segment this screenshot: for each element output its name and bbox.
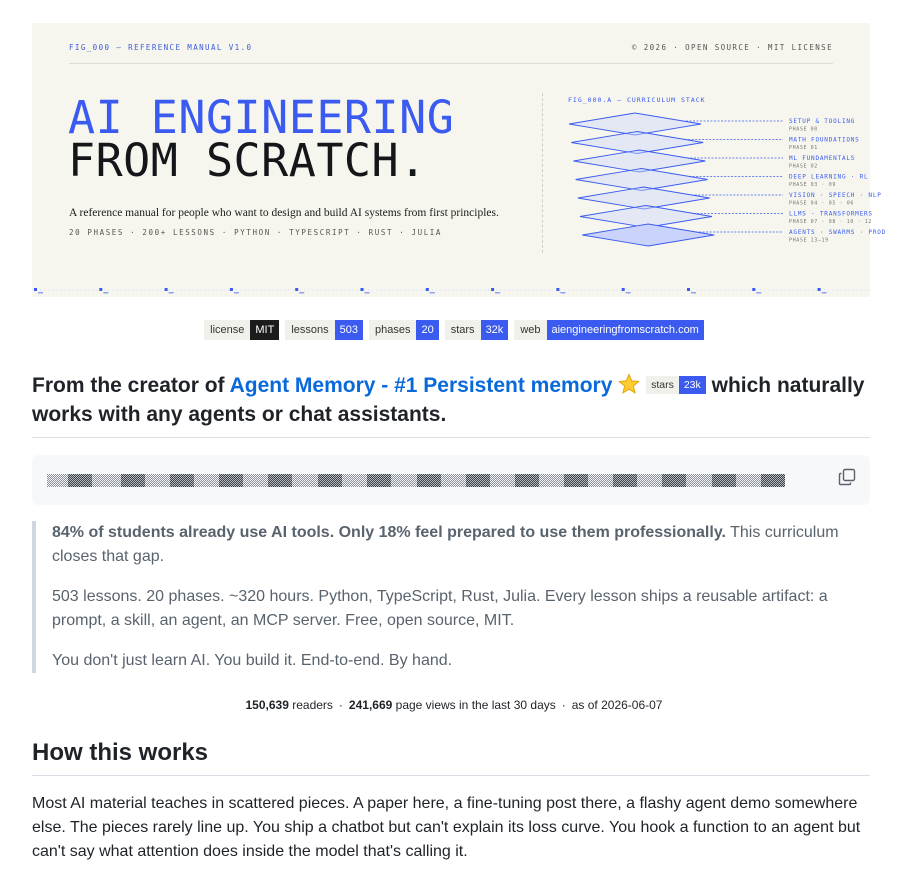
hero-divider [69,63,833,64]
hero-tags: 20 PHASES · 200+ LESSONS · PYTHON · TYPESCRIPT · RUST · JULIA [69,228,443,237]
obscured-code-token [712,474,736,487]
reader-stats: 150,639 readers · 241,669 page views in the last 30 days · as of 2026-06-07 [245,698,663,712]
creator-stars-badge[interactable] [646,376,706,394]
badge-lessons[interactable] [285,320,363,340]
stack-label: FIG_000.A — CURRICULUM STACK [568,96,706,104]
readers-count: 150,639 [245,698,289,712]
creator-suffix: which naturally works with any agents or chat assistants. [32,374,865,426]
stack-layer-name: MATH FOUNDATIONS [789,136,860,144]
hero-header [69,43,833,52]
stack-layer-phase: PHASE 00 [789,126,818,133]
section-heading: How this works [32,739,209,766]
badge-value: MIT [250,320,279,340]
creator-prefix: From the creator of [32,374,230,397]
stack-layer-phase: PHASE 01 [789,145,818,151]
tick-mark [34,288,37,291]
hero-title-line1: AI ENGINEERING [68,91,455,144]
tick-mark-label [430,292,435,294]
badge-phases[interactable] [369,320,439,340]
fig-label: FIG_000 — REFERENCE MANUAL V1.0 [69,43,253,52]
views-count: 241,669 [348,698,393,712]
tick-mark-label [626,292,631,294]
code-block [32,455,870,505]
obscured-code-token [367,474,391,487]
tick-mark [491,288,494,291]
stack-layer-name: VISION · SPEECH · NLP [789,192,882,199]
creator-badge-value: 23k [679,376,706,394]
stack-layer-phase: PHASE 03 · 09 [789,182,836,188]
obscured-code-token [515,474,539,487]
copy-icon[interactable] [838,468,856,486]
stack-layer-phase: PHASE 13–19 [789,237,829,244]
tick-mark [361,288,364,291]
tick-mark [295,288,298,291]
tick-mark [426,288,429,291]
tick-mark-label [234,292,239,294]
intro-blockquote [32,521,870,673]
stats-date: as of 2026-06-07 [571,698,663,712]
creator-badge-key: stars [646,376,679,394]
stack-layer-phase: PHASE 04 · 05 · 06 [789,200,854,207]
badge-stars[interactable] [445,320,509,340]
quote-paragraph-3: You don't just learn AI. You build it. End-to-end. By hand. [52,652,453,669]
tick-mark-label [691,292,696,294]
tick-mark-label [756,292,761,294]
tick-mark [165,288,168,291]
stack-layer-name: SETUP & TOOLING [789,118,856,125]
stack-layer-name: DEEP LEARNING · RL [789,173,869,181]
hero-title-line2: FROM SCRATCH. [68,134,427,187]
obscured-code-token [662,474,686,487]
quote-paragraph-1 [52,521,870,569]
hero-vertical-divider [542,93,543,253]
tick-mark [99,288,102,291]
badge-row [0,320,908,340]
obscured-code-token [466,474,490,487]
obscured-code-token [318,474,342,487]
obscured-code-token [219,474,243,487]
tick-mark-label [365,292,370,294]
tick-mark-label [495,292,500,294]
obscured-code-token [417,474,441,487]
obscured-code-token [613,474,637,487]
badge-key: license [204,320,250,340]
tick-mark-label [299,292,304,294]
tick-mark-label [560,292,565,294]
quote-paragraph-2: 503 lessons. 20 phases. ~320 hours. Python, TypeScript, Rust, Julia. Every lesson ships a reusable artifact: a prompt, a skill, an agent, an MCP server. Free, open source, MIT. [52,588,828,629]
badge-value: 20 [416,320,438,340]
tick-mark [230,288,233,291]
tick-mark-label [38,292,43,294]
tick-mark [752,288,755,291]
views-label: page views in the last 30 days [392,698,556,712]
badge-value: 32k [481,320,509,340]
stack-layer-phase: PHASE 07 · 08 · 10 · 12 [789,219,873,225]
obscured-code-token [170,474,194,487]
stack-layer-phase: PHASE 02 [789,163,818,170]
tick-mark-label [103,292,108,294]
tick-mark [687,288,690,291]
obscured-code-token [761,474,785,487]
agent-memory-link[interactable]: Agent Memory - #1 Persistent memory [229,374,613,397]
tick-mark [556,288,559,291]
tick-mark-label [169,292,174,294]
obscured-code-line [47,474,785,487]
obscured-code-token [564,474,588,487]
curriculum-stack-diagram [557,89,887,279]
quote-rest-text: This curriculum closes that gap. [52,524,839,565]
readers-label: readers [288,698,333,712]
star-icon [618,373,640,395]
stack-layer-name: AGENTS · SWARMS · PROD [789,229,887,236]
badge-key: phases [369,320,416,340]
heading-divider [32,437,870,438]
hero-banner [32,23,887,297]
stack-layer-shape [582,224,714,246]
section-divider [32,775,870,776]
stack-layer-name: LLMS · TRANSFORMERS [789,210,873,218]
badge-key: stars [445,320,481,340]
badge-key: lessons [285,320,334,340]
badge-value: aiengineeringfromscratch.com [547,320,704,340]
badge-web[interactable] [514,320,704,340]
tick-mark [622,288,625,291]
badge-license[interactable] [204,320,279,340]
license-label: © 2026 · OPEN SOURCE · MIT LICENSE [631,43,833,52]
badge-key: web [514,320,546,340]
obscured-code-token [68,474,92,487]
obscured-code-token [121,474,145,487]
hero-tick-strip [32,286,870,297]
obscured-code-token [268,474,292,487]
tick-mark-label [822,292,827,294]
tick-mark [818,288,821,291]
hero-description: A reference manual for people who want to design and build AI systems from first principles. [69,207,499,219]
section-paragraph: Most AI material teaches in scattered pieces. A paper here, a fine-tuning post there, a flashy agent demo somewhere else. The pieces rarely line up. You ship a chatbot but can't explain its loss curve. You hook a function to an agent but can't say what attention does inside the model that's calling it. [32,795,861,860]
badge-value: 503 [335,320,363,340]
creator-heading [32,371,870,429]
stack-layer-name: ML FUNDAMENTALS [789,155,856,162]
quote-bold-text: 84% of students already use AI tools. Only 18% feel prepared to use them professionally. [52,524,726,541]
